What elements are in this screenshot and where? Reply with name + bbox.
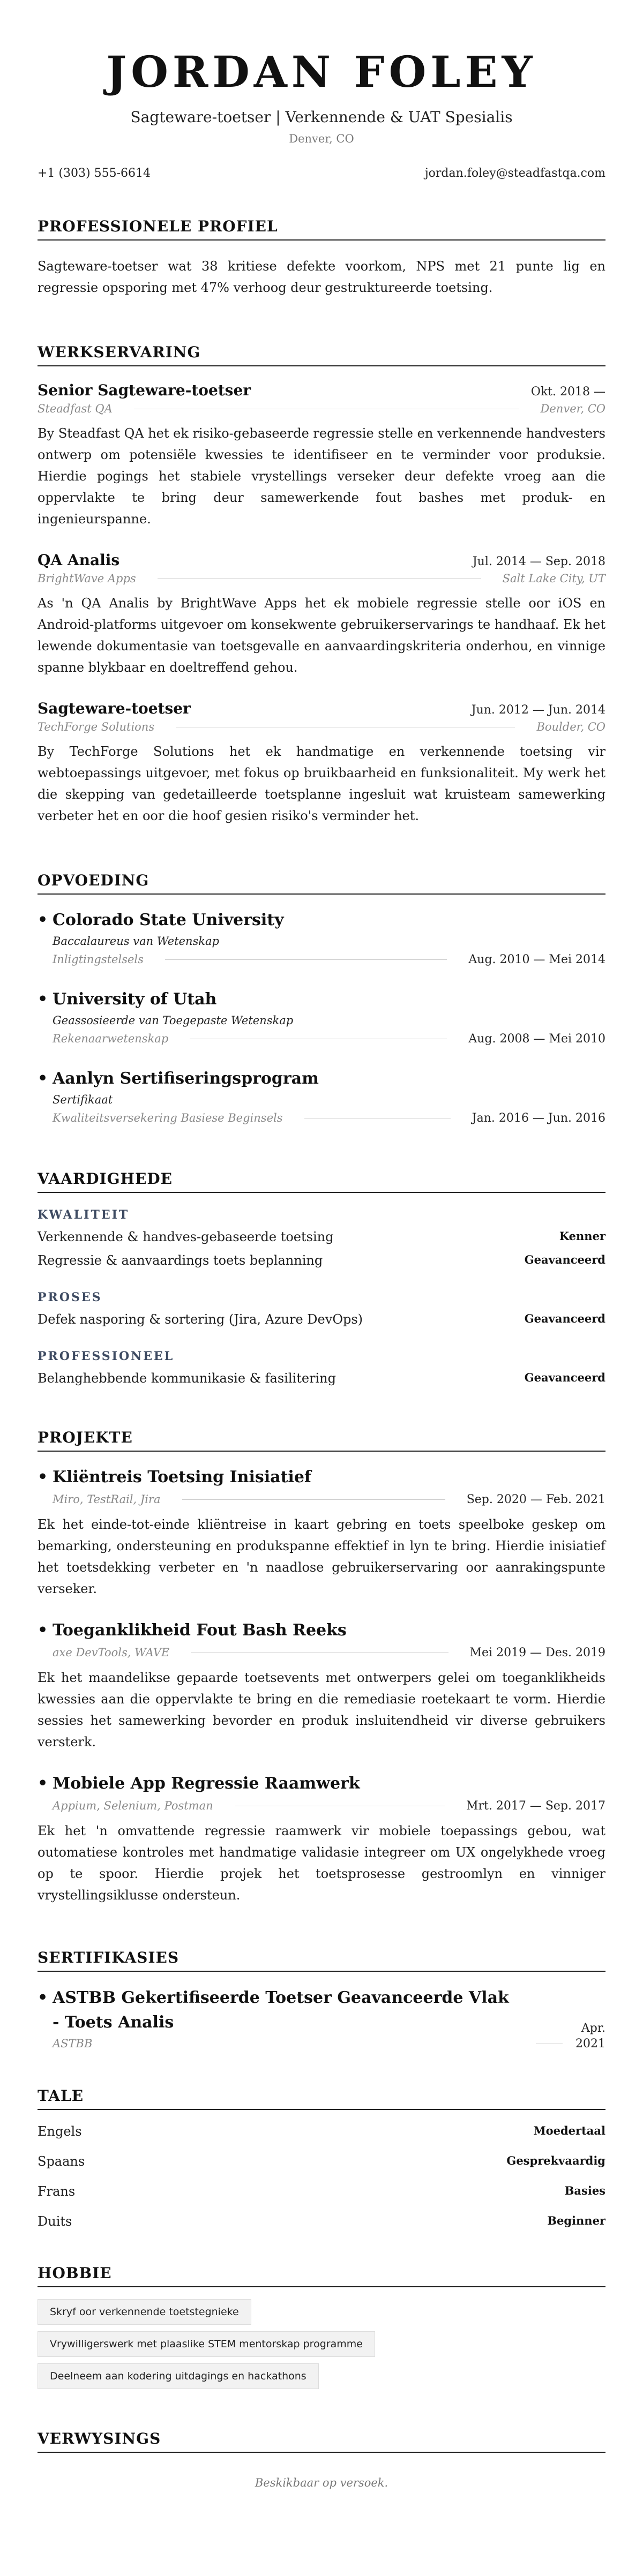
certifications-section bbox=[38, 1949, 605, 2051]
skill-row bbox=[38, 1253, 605, 1268]
education-entry bbox=[38, 1069, 605, 1125]
phone-number: +1 (303) 555-6614 bbox=[38, 167, 151, 180]
section-title: WERKSERVARING bbox=[38, 343, 605, 366]
project-tools: Appium, Selenium, Postman bbox=[53, 1799, 213, 1812]
job-dates: Jul. 2014 — Sep. 2018 bbox=[472, 555, 605, 568]
email-address[interactable]: jordan.foley@steadfastqa.com bbox=[424, 167, 605, 180]
education-dates: Jan. 2016 — Jun. 2016 bbox=[472, 1111, 605, 1125]
divider bbox=[182, 1499, 445, 1500]
hobby-tag: Skryf oor verkennende toetstegnieke bbox=[38, 2299, 251, 2325]
job-dates: Jun. 2012 — Jun. 2014 bbox=[471, 703, 605, 717]
section-title: SERTIFIKASIES bbox=[38, 1949, 605, 1972]
experience-entry bbox=[38, 551, 605, 678]
company-name: BrightWave Apps bbox=[38, 572, 136, 585]
language-row bbox=[38, 2214, 605, 2229]
hobby-tag: Vrywilligerswerk met plaaslike STEM mentorskap programme bbox=[38, 2331, 375, 2357]
candidate-name: JORDAN FOLEY bbox=[106, 47, 537, 97]
education-section bbox=[38, 872, 605, 1125]
section-title: PROFESSIONELE PROFIEL bbox=[38, 217, 605, 241]
project-dates: Sep. 2020 — Feb. 2021 bbox=[466, 1493, 605, 1506]
school-name: • University of Utah bbox=[38, 990, 605, 1009]
education-entry bbox=[38, 911, 605, 966]
experience-entry bbox=[38, 700, 605, 827]
section-title: HOBBIE bbox=[38, 2264, 605, 2287]
project-description: Ek het 'n omvattende regressie raamwerk vir mobiele toepassings gebou, wat outomatiese kontroles met handmatige validasie integreer om UX ongelykhede vroeg op te spoor. Hierdie projek het toetsprosesse gestroomlyn en vinniger vrystellingsiklusse ondersteun. bbox=[38, 1823, 605, 1903]
skill-category: KWALITEIT bbox=[38, 1208, 130, 1222]
profile-section bbox=[38, 217, 605, 298]
job-title: Sagteware-toetser bbox=[38, 700, 191, 717]
divider bbox=[165, 959, 447, 960]
project-tools: axe DevTools, WAVE bbox=[53, 1646, 170, 1659]
section-title: VERWYSINGS bbox=[38, 2430, 605, 2453]
skill-level: Geavanceerd bbox=[524, 1312, 605, 1325]
job-title: Senior Sagteware-toetser bbox=[38, 381, 251, 399]
candidate-tagline: Sagteware-toetser | Verkennende & UAT Spesialis bbox=[130, 108, 513, 126]
project-dates: Mrt. 2017 — Sep. 2017 bbox=[466, 1799, 605, 1813]
language-row bbox=[38, 2154, 605, 2169]
section-title: PROJEKTE bbox=[38, 1429, 605, 1452]
candidate-location: Denver, CO bbox=[289, 132, 354, 145]
skill-name: Regressie & aanvaardings toets beplanning bbox=[38, 1253, 323, 1268]
project-name: • Toeganklikheid Fout Bash Reeks bbox=[38, 1621, 605, 1640]
language-level: Gesprekvaardig bbox=[506, 2154, 605, 2167]
job-description: As 'n QA Analis by BrightWave Apps het ek mobiele regressie stelle oor iOS en Android-platforms uitgevoer om konsekwente gebruikerservarings te handhaaf. Ek het lewende dokumentasie van toetsgevalle en aanvaardingskriteria onderhou, en vinnige spanne blykbaar en doeltreffend gehou. bbox=[38, 596, 605, 675]
school-name: • Aanlyn Sertifiseringsprogram bbox=[38, 1069, 605, 1088]
project-name: • Kliëntreis Toetsing Inisiatief bbox=[38, 1468, 605, 1486]
skill-name: Defek nasporing & sortering (Jira, Azure DevOps) bbox=[38, 1312, 363, 1327]
job-dates: Okt. 2018 — bbox=[530, 385, 605, 399]
language-name: Spaans bbox=[38, 2154, 85, 2169]
field-of-study: Kwaliteitsversekering Basiese Beginsels bbox=[53, 1111, 283, 1124]
experience-entry bbox=[38, 381, 605, 530]
language-row bbox=[38, 2184, 605, 2199]
section-title: VAARDIGHEDE bbox=[38, 1170, 605, 1193]
skill-name: Verkennende & handves-gebaseerde toetsing bbox=[38, 1229, 334, 1244]
language-level: Basies bbox=[564, 2184, 605, 2197]
skill-row bbox=[38, 1229, 605, 1244]
field-of-study: Inligtingstelsels bbox=[53, 953, 144, 966]
hobby-tag: Deelneem aan kodering uitdagings en hackathons bbox=[38, 2363, 319, 2389]
resume-header bbox=[0, 0, 643, 145]
skills-section bbox=[38, 1170, 605, 1386]
job-location: Boulder, CO bbox=[536, 720, 605, 733]
skill-level: Geavanceerd bbox=[524, 1371, 605, 1384]
education-dates: Aug. 2010 — Mei 2014 bbox=[468, 953, 605, 966]
language-name: Engels bbox=[38, 2124, 82, 2139]
degree-name: Baccalaureus van Wetenskap bbox=[53, 935, 219, 948]
project-dates: Mei 2019 — Des. 2019 bbox=[469, 1646, 605, 1659]
projects-section bbox=[38, 1429, 605, 1906]
certification-year: 2021 bbox=[575, 2037, 605, 2051]
project-tools: Miro, TestRail, Jira bbox=[53, 1493, 161, 1506]
languages-section bbox=[38, 2087, 605, 2229]
language-level: Moedertaal bbox=[533, 2124, 605, 2137]
language-name: Frans bbox=[38, 2184, 76, 2199]
job-location: Denver, CO bbox=[540, 402, 605, 415]
hobbies-section bbox=[38, 2264, 605, 2389]
section-title: OPVOEDING bbox=[38, 872, 605, 895]
certification-month: Apr. bbox=[581, 2022, 605, 2035]
project-entry bbox=[38, 1774, 605, 1906]
certification-entry bbox=[38, 1986, 605, 2051]
profile-text: Sagteware-toetser wat 38 kritiese defekte voorkom, NPS met 21 punte lig en regressie opsporing met 47% verhoog deur gestruktureerde toetsing. bbox=[38, 259, 605, 295]
language-level: Beginner bbox=[547, 2214, 605, 2227]
resume-content bbox=[0, 217, 643, 2489]
job-description: By Steadfast QA het ek risiko-gebaseerde regressie stelle en verkennende handvesters ontwerp om potensiële kwessies te identifiseer en te verminder voor produksie. Hierdie pogings het stabiele vrystellings verseker deur defekte vroeg aan die oppervlakte te bring deur samewerkende fout bashes met produk- en ingenieurspanne. bbox=[38, 426, 605, 527]
education-dates: Aug. 2008 — Mei 2010 bbox=[468, 1032, 605, 1046]
project-entry bbox=[38, 1468, 605, 1599]
project-entry bbox=[38, 1621, 605, 1753]
skill-level: Kenner bbox=[559, 1229, 605, 1243]
degree-name: Sertifikaat bbox=[53, 1093, 113, 1106]
certification-issuer: ASTBB bbox=[53, 2037, 93, 2050]
references-section bbox=[38, 2430, 605, 2489]
job-location: Salt Lake City, UT bbox=[502, 572, 605, 585]
skill-category: PROFESSIONEEL bbox=[38, 1349, 175, 1363]
skill-row bbox=[38, 1371, 605, 1386]
skill-level: Geavanceerd bbox=[524, 1253, 605, 1266]
degree-name: Geassosieerde van Toegepaste Wetenskap bbox=[53, 1014, 294, 1027]
job-title: QA Analis bbox=[38, 551, 120, 569]
section-title: TALE bbox=[38, 2087, 605, 2110]
company-name: Steadfast QA bbox=[38, 402, 113, 415]
project-description: Ek het maandelikse gepaarde toetsevents met ontwerpers gelei om toeganklikheids kwessies aan die oppervlakte te bring en die remediasie roetekaart te vorm. Hierdie sessies het samewerking bevorder en produk insluitendheid vir diverse gebruikers versterk. bbox=[38, 1670, 605, 1749]
company-name: TechForge Solutions bbox=[38, 720, 155, 733]
skill-name: Belanghebbende kommunikasie & fasilitering bbox=[38, 1371, 337, 1386]
experience-section bbox=[38, 343, 605, 827]
references-note: Beskikbaar op versoek. bbox=[255, 2476, 388, 2489]
certification-name: • ASTBB Gekertifiseerde Toetser Geavanceerde Vlak - Toets Analis bbox=[38, 1986, 513, 2035]
field-of-study: Rekenaarwetenskap bbox=[53, 1032, 169, 1045]
language-name: Duits bbox=[38, 2214, 72, 2229]
contact-row bbox=[0, 167, 643, 180]
skill-row bbox=[38, 1312, 605, 1327]
language-row bbox=[38, 2124, 605, 2139]
education-entry bbox=[38, 990, 605, 1046]
job-description: By TechForge Solutions het ek handmatige en verkennende toetsing vir webtoepassings uitgevoer, met fokus op bruikbaarheid en funksionaliteit. My werk het die skepping van gedetailleerde toetsplanne ingesluit wat kruisteam samewerking verbeter het en oor die hoof gesien risiko's verminder het. bbox=[38, 744, 605, 823]
project-name: • Mobiele App Regressie Raamwerk bbox=[38, 1774, 605, 1793]
school-name: • Colorado State University bbox=[38, 911, 605, 929]
project-description: Ek het einde-tot-einde kliëntreise in kaart gebring en toets speelboke geskep om bemarking, ondersteuning en produkspanne effektief in lyn te bring. Hierdie inisiatief het toetsdekking verbeter en 'n naadlose gebruikerservaring oor aanrakingspunte verseker. bbox=[38, 1517, 605, 1596]
skill-category: PROSES bbox=[38, 1290, 102, 1304]
